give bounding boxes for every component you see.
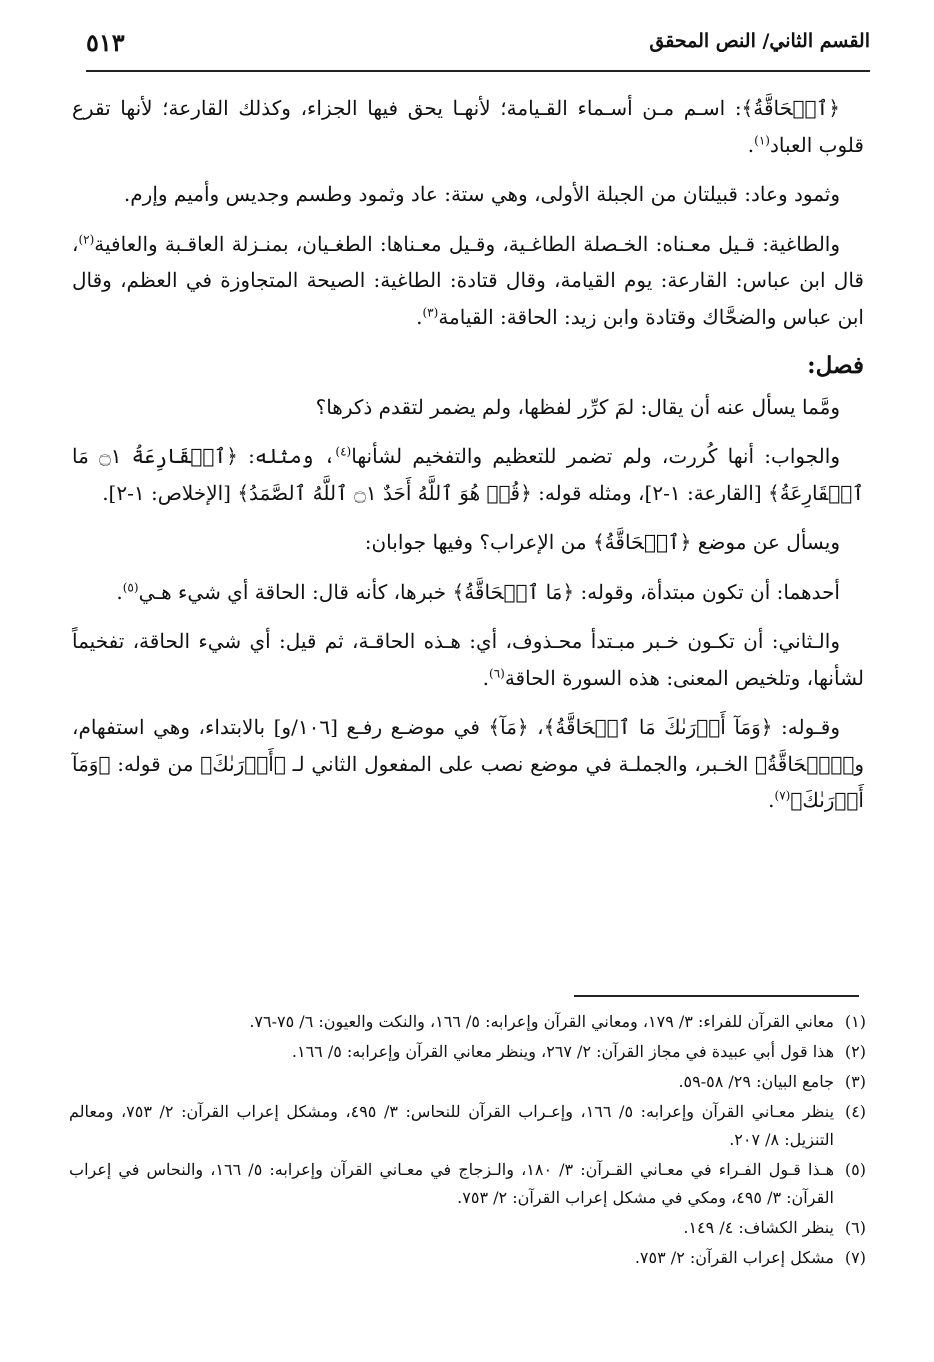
section-heading: فصل: [807, 352, 864, 379]
paragraph: ﴿ٱلۡحَاقَّةُ﴾: اسـم مـن أسـماء القـيامة؛ لأنهـا يحق فيها الجزاء، وكذلك القارعة؛ لأنها تقرع قلوب العباد$^{(١)}$. [72, 96, 864, 157]
footnote-text: ينظر معـاني القرآن وإعرابه: ٥/ ١٦٦، وإعـراب القرآن للنحاس: ٣/ ٤٩٥، ومشكل إعراب القرآن: ٢/ ٧٥٣، ومعالم التنزيل: ٨/ ٢٠٧. [69, 1102, 835, 1149]
paragraph: والطاغية: قـيل معـناه: الخـصلة الطاغـية، وقـيل معـناها: الطغـيان، بمنـزلة العاقـبة والعافية$^{(٢)}$، قال ابن عباس: القارعة: يوم القيامة، وقال قتادة: الطاغية: الصيحة المتجاوزة في العظم، وقال ابن عباس والضحَّاك وقتادة وابن زيد: الحاقة: القيامة$^{(٣)}$. [72, 231, 864, 329]
footnote [69, 1038, 866, 1066]
header-rule [86, 70, 870, 72]
footnote-text: معاني القرآن للفراء: ٣/ ١٧٩، ومعاني القرآن وإعرابه: ٥/ ١٦٦، والنكت والعيون: ٦/ ٧٥-٧٦. [249, 1012, 834, 1031]
paragraph: وقـوله: ﴿وَمَآ أَدۡرَىٰكَ مَا ٱلۡحَاقَّةُ﴾، ﴿مَآ﴾ في موضـع رفـع [١٠٦/و] بالابتداء، وهي استفهام، و﴿ٱلۡحَاقَّةُ﴾ الخـبر، والجملـة في موضع نصب على المفعول الثاني لـ ﴿أَدۡرَىٰكَ﴾ من قوله: ﴿وَمَآ أَدۡرَىٰكَ﴾$^{(٧)}$. [72, 715, 864, 812]
footnote-text: هذا قول أبي عبيدة في مجاز القرآن: ٢/ ٢٦٧، وينظر معاني القرآن وإعرابه: ٥/ ١٦٦. [291, 1042, 834, 1061]
footnote-ref[interactable]: (١) [754, 132, 770, 147]
footnote [69, 1008, 866, 1036]
footnote-number: (٢) [844, 1042, 866, 1061]
footnote [69, 1068, 866, 1096]
footnote [69, 1156, 866, 1212]
footnotes [69, 1008, 866, 1274]
footnote-number: (٧) [844, 1248, 866, 1267]
footnote-number: (٦) [844, 1218, 866, 1237]
paragraph: والـثاني: أن تكـون خـبر مبـتدأ محـذوف، أي: هـذه الحاقـة، ثم قيل: أي شيء الحاقة، تفخيماً لشأنها، وتلخيص المعنى: هذه السورة الحاقة$^{(٦)}$. [72, 629, 864, 690]
footnote-ref[interactable]: (٤) [335, 444, 352, 459]
footnote [69, 1098, 866, 1154]
footnote-number: (١) [844, 1012, 866, 1031]
footnote-number: (٤) [844, 1102, 867, 1121]
paragraph: أحدهما: أن تكون مبتدأة، وقوله: ﴿مَا ٱلۡحَاقَّةُ﴾ خبرها، كأنه قال: الحاقة أي شيء هـي$^{(٥)}$. [116, 579, 840, 604]
main-text [72, 90, 864, 832]
footnote-separator [574, 995, 859, 997]
footnote-text: هـذا قـول الفـراء في معـاني القـرآن: ٣/ ١٨٠، والـزجاج في معـاني القرآن وإعرابه: ٥/ ١٦٦، والنحاس في إعراب القرآن: ٣/ ٤٩٥، ومكي في مشكل إعراب القرآن: ٢/ ٧٥٣. [69, 1160, 835, 1207]
footnote-ref[interactable]: (٧) [774, 788, 791, 803]
footnote-ref[interactable]: (٢) [78, 231, 95, 246]
paragraph: والجواب: أنها كُررت، ولم تضمر للتعظيم والتفخيم لشأنها$^{(٤)}$، ومثله: ﴿ٱلۡقَارِعَةُ ۝١ مَا ٱلۡقَارِعَةُ﴾ [القارعة: ١-٢]، ومثله قوله: ﴿قُلۡ هُوَ ٱللَّهُ أَحَدٌ ۝١ ٱللَّهُ ٱلصَّمَدُ﴾ [الإخلاص: ١-٢]. [72, 444, 864, 505]
running-title: القسم الثاني/ النص المحقق [649, 30, 870, 52]
page-header [86, 22, 870, 72]
paragraph: ويسأل عن موضع ﴿ٱلۡحَاقَّةُ﴾ من الإعراب؟ وفيها جوابان: [364, 530, 840, 554]
footnote-ref[interactable]: (٣) [422, 304, 439, 319]
paragraph: وثمود وعاد: قبيلتان من الجبلة الأولى، وهي ستة: عاد وثمود وطسم وجديس وأميم وإرم. [123, 182, 840, 206]
footnote-text: ينظر الكشاف: ٤/ ١٤٩. [683, 1218, 834, 1237]
page-number: ٥١٣ [86, 28, 125, 57]
footnote-text: جامع البيان: ٢٩/ ٥٨-٥٩. [678, 1072, 834, 1091]
footnote-number: (٥) [844, 1160, 867, 1179]
footnote-ref[interactable]: (٦) [489, 665, 505, 680]
paragraph: ومَّما يسأل عنه أن يقال: لمَ كرِّر لفظها، ولم يضمر لتقدم ذكرها؟ [315, 394, 840, 419]
footnote-ref[interactable]: (٥) [122, 579, 139, 594]
footnote [69, 1214, 866, 1242]
footnote-number: (٣) [844, 1072, 866, 1091]
footnote-text: مشكل إعراب القرآن: ٢/ ٧٥٣. [634, 1248, 834, 1267]
footnote [69, 1244, 866, 1272]
